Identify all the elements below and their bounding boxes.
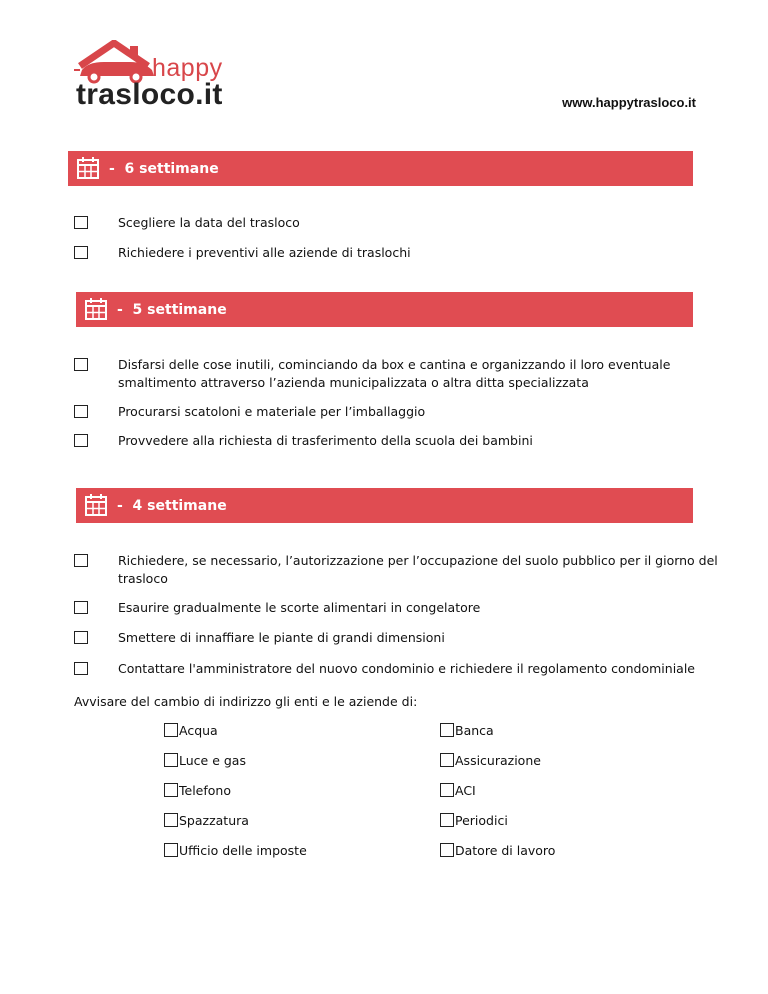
calendar-icon (85, 297, 107, 321)
checkbox-icon[interactable] (164, 753, 178, 767)
checkbox-icon[interactable] (74, 554, 88, 567)
checkbox-icon[interactable] (74, 358, 88, 371)
checkbox-icon[interactable] (440, 783, 454, 797)
checkbox-icon[interactable] (164, 723, 178, 737)
task-label: Procurarsi scatoloni e materiale per l’imballaggio (118, 404, 426, 419)
task-label: Smettere di innaffiare le piante di grandi dimensioni (118, 630, 445, 645)
calendar-icon (85, 493, 107, 517)
notify-item[interactable]: ACI (440, 783, 476, 799)
section-title: - 5 settimane (117, 302, 227, 318)
section-banner-4-weeks (76, 488, 693, 523)
checkbox-icon[interactable] (74, 631, 88, 644)
checkbox-icon[interactable] (164, 783, 178, 797)
task-label: Esaurire gradualmente le scorte alimentari in congelatore (118, 600, 481, 615)
checkbox-icon[interactable] (74, 246, 88, 259)
logo (74, 40, 244, 110)
task-label: Scegliere la data del trasloco (118, 215, 300, 230)
notify-item[interactable]: Banca (440, 723, 494, 739)
section-title: - 6 settimane (109, 161, 219, 177)
task-label: Richiedere, se necessario, l’autorizzazione per l’occupazione del suolo pubblico per il giorno del (118, 553, 718, 568)
website-url[interactable]: www.happytrasloco.it (562, 95, 696, 110)
section-banner-6-weeks (68, 151, 693, 186)
checkbox-icon[interactable] (74, 662, 88, 675)
notify-item[interactable]: Acqua (164, 723, 218, 739)
notify-item[interactable]: Ufficio delle imposte (164, 843, 307, 859)
checkbox-icon[interactable] (74, 434, 88, 447)
checkbox-icon[interactable] (440, 753, 454, 767)
task-label: Contattare l'amministratore del nuovo condominio e richiedere il regolamento condominiale (118, 661, 695, 676)
task-label: Richiedere i preventivi alle aziende di traslochi (118, 245, 411, 260)
notify-item[interactable]: Luce e gas (164, 753, 246, 769)
notify-item[interactable]: Assicurazione (440, 753, 541, 769)
task-label: trasloco (118, 571, 168, 586)
checkbox-icon[interactable] (74, 216, 88, 229)
notify-item[interactable]: Telefono (164, 783, 231, 799)
calendar-icon (77, 156, 99, 180)
notify-item[interactable]: Periodici (440, 813, 508, 829)
logo-main-text: trasloco.it (76, 78, 223, 111)
notify-item[interactable]: Datore di lavoro (440, 843, 555, 859)
section-banner-5-weeks (76, 292, 693, 327)
section-title: - 4 settimane (117, 498, 227, 514)
checkbox-icon[interactable] (164, 843, 178, 857)
checkbox-icon[interactable] (74, 405, 88, 418)
checkbox-icon[interactable] (440, 843, 454, 857)
task-label: Provvedere alla richiesta di trasferimento della scuola dei bambini (118, 433, 533, 448)
task-label: smaltimento attraverso l’azienda municipalizzata o altra ditta specializzata (118, 375, 589, 390)
checkbox-icon[interactable] (74, 601, 88, 614)
task-label: Disfarsi delle cose inutili, cominciando da box e cantina e organizzando il loro eventuale (118, 357, 671, 372)
checkbox-icon[interactable] (440, 813, 454, 827)
logo-happy-text: happy (152, 54, 223, 82)
notify-item[interactable]: Spazzatura (164, 813, 249, 829)
checkbox-icon[interactable] (440, 723, 454, 737)
notify-intro: Avvisare del cambio di indirizzo gli enti e le aziende di: (74, 694, 418, 709)
checkbox-icon[interactable] (164, 813, 178, 827)
